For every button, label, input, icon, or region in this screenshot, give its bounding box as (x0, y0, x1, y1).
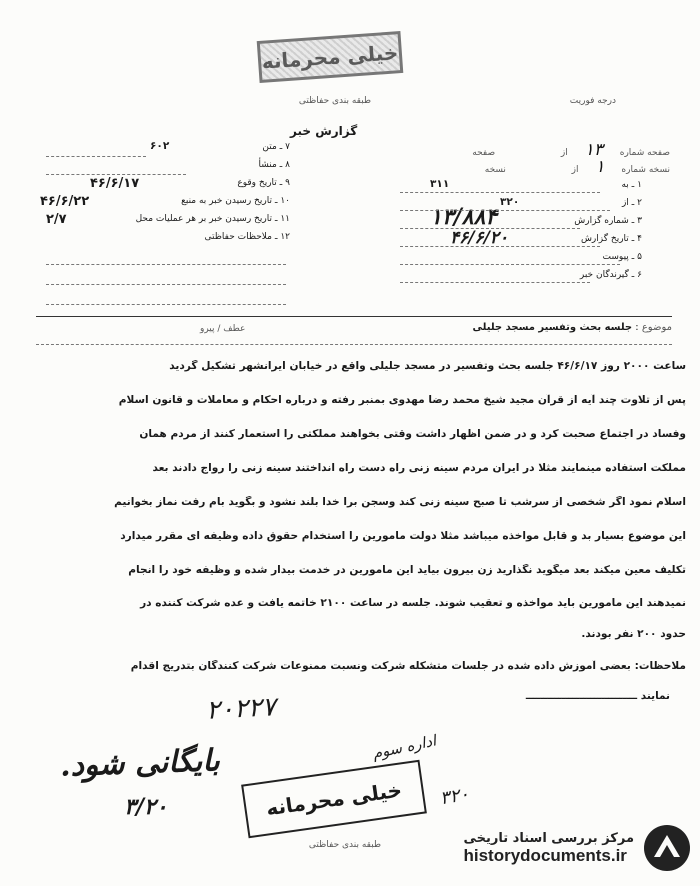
dotted-line (400, 264, 620, 265)
body-line-8: نمیدهند این مامورین باید مواخذه و تعقیب شوند. جلسه در ساعت ۲۱۰۰ خاتمه یافت و عده شرکت کننده در (140, 597, 686, 609)
dotted-line (400, 282, 590, 283)
field-to-value: ۳۱۱ (430, 178, 450, 190)
body-line-7: تکلیف معین میکند بعد میگوید نگذارید زن بیرون بیاید این مامورین در خدمت بیدار شده و وظیفه خود را انجام (128, 564, 686, 576)
handwritten-signature-number: ۳۲۰ (438, 783, 471, 810)
field-occurrence-date: ۹ ـ تاریخ وقوع (237, 178, 290, 188)
dotted-line (46, 304, 286, 305)
body-line-6: این موضوع بسیار بد و قابل مواخذه میباشد مثلا دولت مامورین را استخدام حقوق داده وظیفه ای مقرر میدارد (120, 530, 686, 542)
report-title: گزارش خبر (290, 124, 358, 138)
notes-text-continued: نمایند ـــــــــــــــــــــــــــــــ (525, 690, 670, 702)
dotted-line (400, 246, 600, 247)
top-stamp-text: خیلی محرمانه (260, 40, 400, 74)
field-recipients: ۶ ـ گیرندگان خبر (579, 270, 642, 280)
top-classification-stamp (257, 31, 404, 83)
watermark-fa-text: مرکز بررسی اسناد تاریخی (463, 830, 634, 846)
archive-watermark (408, 816, 692, 880)
subject-value: جلسه بحث وتفسیر مسجد جلیلی (472, 322, 633, 333)
field-to: ۱ ـ به (621, 180, 642, 190)
notes-text: بعضی آموزش داده شده در جلسات متشکله شرکت ونسبت ممنوعات شرکت کنندگان بتدریج اقدام (130, 660, 631, 672)
field-received-source-date-value: ۴۶/۶/۲۲ (40, 194, 90, 209)
dotted-line (46, 174, 186, 175)
dotted-line (400, 210, 610, 211)
dotted-line (400, 228, 580, 229)
archive-logo-icon (642, 823, 692, 873)
watermark-url: historydocuments.ir (463, 845, 627, 865)
field-text: ۷ ـ متن (262, 142, 290, 152)
classification-top-label: طبقه بندی حفاظتی (298, 96, 372, 106)
copy-number-row: نسخه شماره ۱ از نسخه (484, 157, 670, 177)
subject-separator (36, 316, 672, 317)
field-report-number: ۳ ـ شماره گزارش (574, 216, 642, 226)
handwritten-archive-instruction: بایگانی شود. (59, 743, 221, 784)
reference-label: عطف / پیرو (200, 324, 246, 334)
field-text-value: ۶۰۲ (150, 140, 170, 152)
urgency-label: درجه فوریت (569, 96, 616, 106)
field-report-number-value: ۱۳/۸۸۴ (430, 204, 498, 230)
field-occurrence-date-value: ۴۶/۶/۱۷ (90, 176, 140, 191)
handwritten-office-note: اداره سوم (370, 731, 438, 763)
bottom-classification-stamp (241, 760, 427, 839)
classification-bottom-label: طبقه بندی حفاظتی (308, 840, 382, 850)
subject-row: موضوع : جلسه بحث وتفسیر مسجد جلیلی (472, 322, 672, 333)
page-number-row: صفحه شماره ۱۳ از صفحه (472, 140, 670, 160)
bottom-stamp-text: خیلی محرمانه (264, 777, 404, 821)
field-report-date: ۴ ـ تاریخ گزارش (580, 234, 642, 244)
field-received-source-date: ۱۰ ـ تاریخ رسیدن خبر به منبع (181, 196, 290, 206)
field-from-value: ۳۲۰ (500, 196, 520, 208)
body-line-5: اسلام نمود اگر شخصی از سرشب تا صبح سینه زنی کند وسجن برا خدا بلند نشود و بگوید بام رفت نماز بخوانیم (114, 496, 686, 508)
body-line-9: حدود ۲۰۰ نفر بودند. (581, 628, 686, 640)
field-report-date-value: ۴۶/۶/۲۰ (450, 228, 509, 248)
dotted-line (46, 264, 286, 265)
field-attachment: ۵ ـ پیوست (602, 252, 642, 262)
handwritten-archive-date: ۳/۲۰ (124, 794, 168, 820)
field-security-notes: ۱۲ ـ ملاحظات حفاظتی (204, 232, 290, 242)
field-origin: ۸ ـ منشأ (258, 160, 290, 170)
field-received-ops-date: ۱۱ ـ تاریخ رسیدن خبر بر هر عملیات محل (135, 214, 290, 224)
body-line-4: مملکت استفاده مینمایند مثلا در ایران مردم سینه زنی راه دست راه انداختند سینه زنی را رواج دادند بعد (152, 462, 686, 474)
dotted-line (46, 156, 146, 157)
body-line-1: ساعت ۲۰۰۰ روز ۴۶/۶/۱۷ جلسه بحث وتفسیر در مسجد جلیلی واقع در خیابان ایرانشهر تشکیل گردید (169, 360, 686, 372)
notes-row: ملاحظات: بعضی آموزش داده شده در جلسات متشکله شرکت ونسبت ممنوعات شرکت کنندگان بتدریج اقدام (130, 660, 686, 672)
body-line-3: وفساد در اجتماع صحبت کرد و در ضمن اظهار داشت وقتی بخواهند مملکتی را استعمار کنند از مردم همان (139, 428, 686, 440)
dotted-line (400, 192, 600, 193)
field-received-ops-date-value: ۲/۷ (46, 212, 67, 227)
field-from: ۲ ـ از (621, 198, 642, 208)
subject-underline (36, 344, 672, 345)
body-line-2: پس از تلاوت چند آیه از قرآن مجید شیخ محمد رضا مهدوی بمنبر رفته و درباره احکام و معاملات و قانون اسلام (118, 394, 686, 406)
dotted-line (46, 284, 286, 285)
handwritten-file-number: ۲۰۲۲۷ (205, 692, 277, 726)
